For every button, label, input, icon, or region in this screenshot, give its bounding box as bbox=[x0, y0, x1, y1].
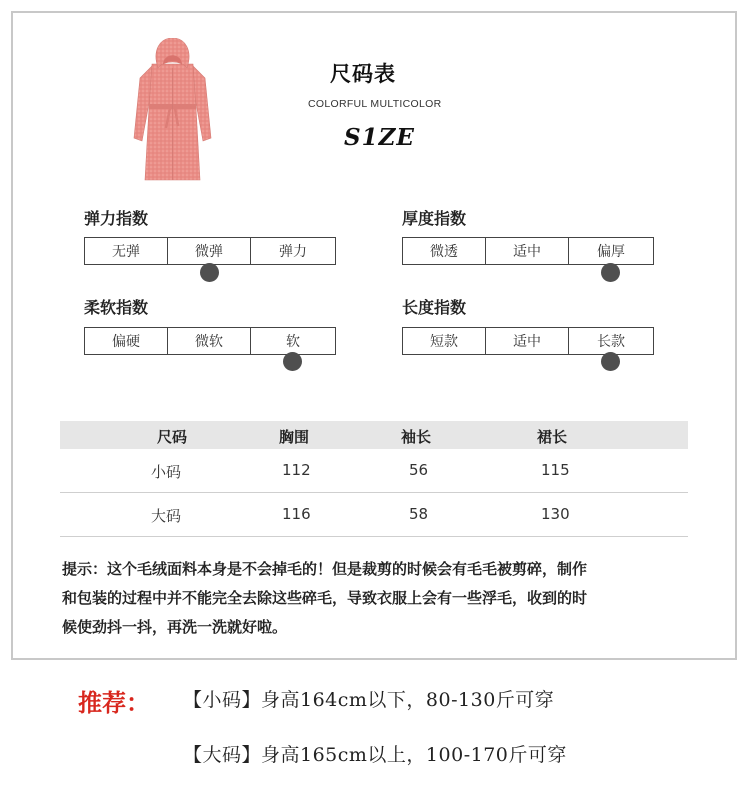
softness-option: 偏硬 bbox=[85, 328, 168, 354]
elasticity-option: 无弹 bbox=[85, 238, 168, 264]
recommendation-label: 推荐： bbox=[78, 688, 150, 717]
cell-size: 小码 bbox=[151, 463, 182, 481]
elasticity-option: 微弹 bbox=[168, 238, 251, 264]
length-option: 短款 bbox=[403, 328, 486, 354]
cell-chest: 116 bbox=[282, 505, 311, 523]
size-table bbox=[60, 421, 688, 537]
softness-option: 微软 bbox=[168, 328, 251, 354]
header-sleeve: 袖长 bbox=[401, 428, 432, 446]
hooded-robe-icon bbox=[130, 38, 215, 183]
note-line: 提示：这个毛绒面料本身是不会掉毛的！但是裁剪的时候会有毛毛被剪碎，制作 bbox=[62, 560, 588, 578]
page-title: 尺码表 bbox=[330, 62, 396, 86]
table-row bbox=[60, 449, 688, 493]
note-line: 候使劲抖一抖，再洗一洗就好啦。 bbox=[62, 618, 288, 636]
cell-sleeve: 58 bbox=[409, 505, 429, 523]
cell-length: 130 bbox=[541, 505, 570, 523]
length-label: 长度指数 bbox=[402, 298, 467, 317]
thickness-option: 适中 bbox=[486, 238, 569, 264]
cell-size: 大码 bbox=[151, 507, 182, 525]
thickness-option: 偏厚 bbox=[597, 244, 625, 260]
cell-sleeve: 56 bbox=[409, 461, 429, 479]
header-chest: 胸围 bbox=[279, 428, 310, 446]
table-header bbox=[60, 421, 688, 449]
note-line: 和包装的过程中并不能完全去除这些碎毛，导致衣服上会有一些浮毛，收到的时 bbox=[62, 589, 588, 607]
length-scale bbox=[402, 327, 654, 355]
header-length: 裙长 bbox=[537, 428, 568, 446]
cell-chest: 112 bbox=[282, 461, 311, 479]
cell-length: 115 bbox=[541, 461, 570, 479]
header-size: 尺码 bbox=[157, 428, 188, 446]
softness-scale bbox=[84, 327, 336, 355]
elasticity-indicator bbox=[200, 263, 219, 282]
elasticity-option: 弹力 bbox=[279, 244, 307, 260]
recommendation-small: 【小码】身高164cm以下，80-130斤可穿 bbox=[183, 689, 555, 711]
elasticity-scale bbox=[84, 237, 336, 265]
length-option: 适中 bbox=[486, 328, 569, 354]
size-logo: S1ZE bbox=[344, 124, 415, 151]
thickness-option: 微透 bbox=[403, 238, 486, 264]
care-notes bbox=[62, 555, 702, 642]
table-row bbox=[60, 493, 688, 537]
thickness-scale bbox=[402, 237, 654, 265]
length-option: 长款 bbox=[597, 334, 625, 350]
thickness-label: 厚度指数 bbox=[402, 209, 467, 228]
softness-option: 软 bbox=[286, 334, 300, 350]
page-subtitle: COLORFUL MULTICOLOR bbox=[308, 98, 442, 110]
elasticity-label: 弹力指数 bbox=[84, 209, 149, 228]
recommendation-large: 【大码】身高165cm以上，100-170斤可穿 bbox=[183, 744, 567, 766]
softness-label: 柔软指数 bbox=[84, 298, 149, 317]
